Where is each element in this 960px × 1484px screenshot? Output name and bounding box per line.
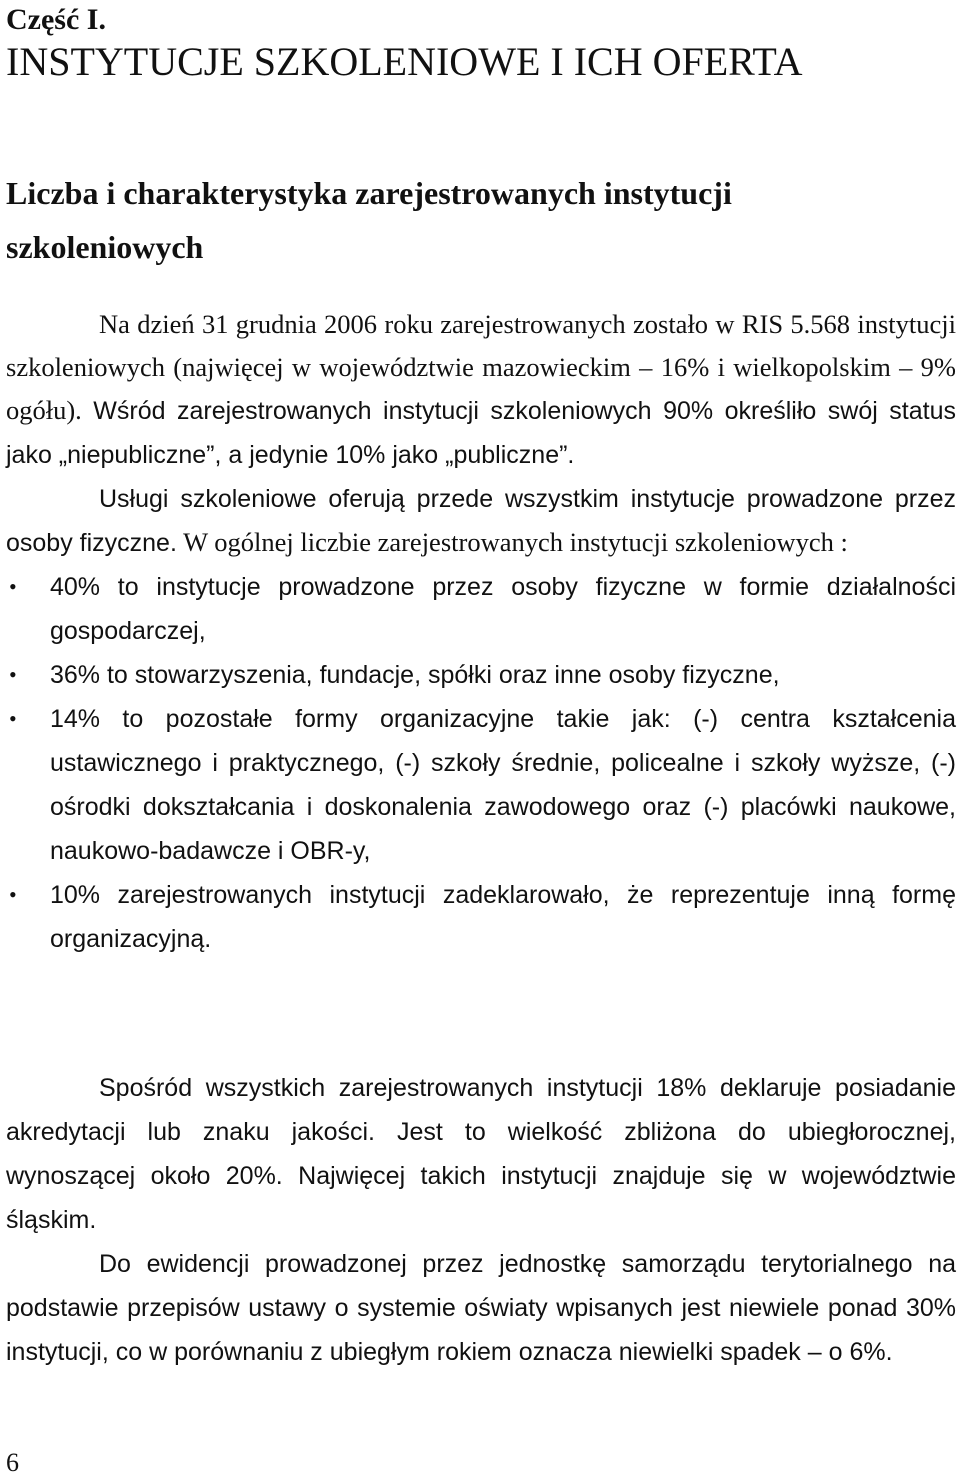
- bullet-icon: •: [9, 662, 17, 687]
- list-item-text: 14% to pozostałe formy organizacyjne takie jak: (-) centra kształcenia ustawicznego i praktycznego, (-) szkoły średnie, policealne i szkoły wyższe, (-) ośrodki dokształcania i doskonalenia zawodowego oraz (-) placówki naukowe, naukowo-badawcze i OBR-y,: [50, 705, 956, 865]
- list-item-text: 10% zarejestrowanych instytucji zadeklarowało, że reprezentuje inną formę organizacyjną.: [50, 881, 956, 953]
- intro-text-1b: Wśród zarejestrowanych instytucji szkoleniowych 90% określiło swój status jako „niepubliczne”, a jedynie 10% jako „publiczne”.: [6, 397, 956, 469]
- summary-text-1a: Spośród wszystkich zarejestrowanych instytucji 18% deklaruje posiadanie akredytacji lub znaku jakości.: [6, 1074, 956, 1146]
- summary-paragraph-1: [6, 1066, 956, 1242]
- bullet-icon: •: [9, 574, 17, 599]
- list-item-text: 40% to instytucje prowadzone przez osoby fizyczne w formie działalności gospodarczej,: [50, 573, 956, 645]
- part-title: INSTYTUCJE SZKOLENIOWE I ICH OFERTA: [6, 39, 803, 84]
- bullet-icon: •: [9, 706, 17, 731]
- list-item-text: 36% to stowarzyszenia, fundacje, spółki oraz inne osoby fizyczne,: [50, 661, 780, 689]
- intro-text-2b: W ogólnej liczbie zarejestrowanych instytucji szkoleniowych :: [176, 527, 848, 557]
- summary-section: [6, 1066, 956, 1374]
- list-item: [6, 653, 956, 697]
- intro-section: [6, 303, 956, 961]
- bullet-list: [6, 565, 956, 961]
- list-item: [6, 873, 956, 961]
- intro-paragraph-1: [6, 303, 956, 477]
- summary-paragraph-2: [6, 1242, 956, 1374]
- intro-text-2a: Usługi szkoleniowe oferują przede wszystkim instytucje prowadzone przez osoby fizyczne.: [6, 485, 956, 557]
- summary-text-2: Do ewidencji prowadzonej przez jednostkę samorządu terytorialnego na podstawie przepisów ustawy o systemie oświaty wpisanych jest niewiele ponad 30% instytucji, co w porównaniu z ubiegłym rokiem oznacza niewielki spadek – o 6%.: [6, 1250, 956, 1366]
- list-item: [6, 697, 956, 873]
- summary-text-1b: Jest to wielkość zbliżona do ubiegłorocznej, wynoszącej około 20%. Najwięcej takich instytucji znajduje się w województwie śląskim.: [6, 1118, 956, 1234]
- part-label: Część I.: [6, 3, 106, 36]
- list-item: [6, 565, 956, 653]
- page-number: 6: [6, 1448, 19, 1477]
- intro-paragraph-2: [6, 477, 956, 565]
- section-title: Liczba i charakterystyka zarejestrowanych instytucji szkoleniowych: [6, 175, 732, 265]
- intro-text-1a: Na dzień 31 grudnia 2006 roku zarejestrowanych zostało w RIS 5.568 instytucji szkoleniowych (najwięcej w województwie mazowieckim – 16% i wielkopolskim – 9% ogółu).: [6, 309, 956, 425]
- bullet-icon: •: [9, 882, 17, 907]
